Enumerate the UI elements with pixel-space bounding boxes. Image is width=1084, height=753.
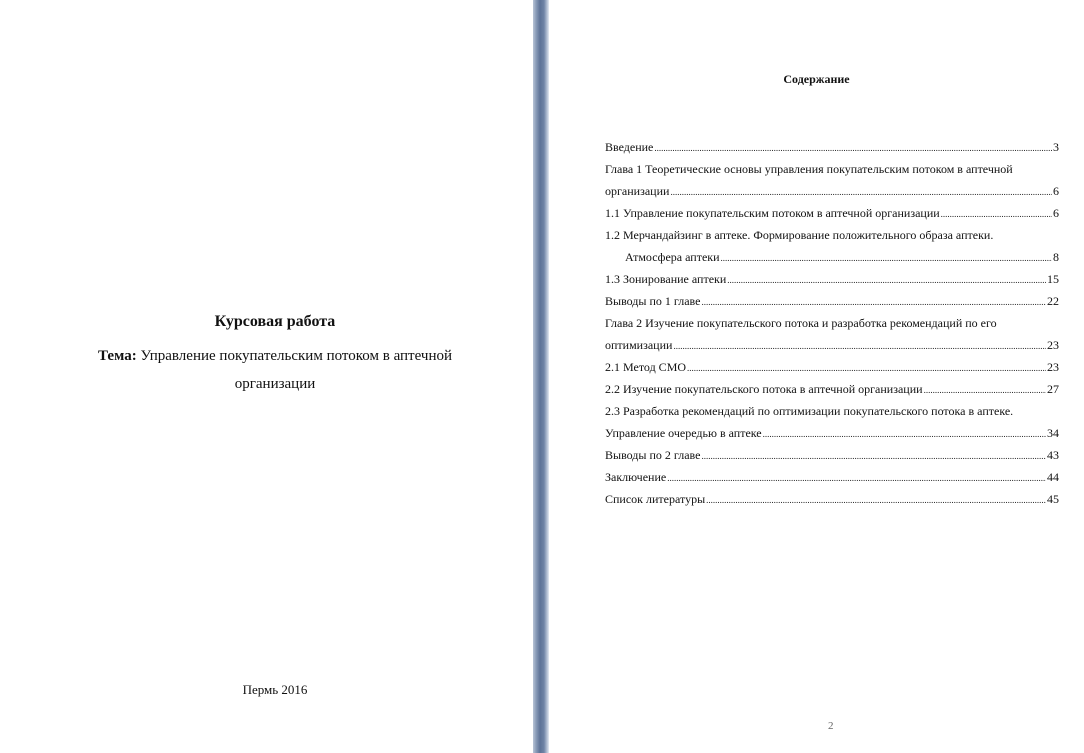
toc-entry-text: 1.3 Зонирование аптеки (605, 272, 727, 286)
toc-entry-page: 8 (1053, 250, 1059, 264)
toc-entry-text: Список литературы (605, 492, 706, 506)
toc-leader (721, 246, 1052, 268)
toc-entry (605, 136, 1059, 158)
toc-entry-text: оптимизации (605, 338, 673, 352)
toc-entry (605, 400, 1059, 422)
toc-entry-text: Выводы по 2 главе (605, 448, 701, 462)
toc-entry (605, 444, 1059, 466)
toc-entry-text: 1.1 Управление покупательским потоком в аптечной организации (605, 206, 940, 220)
toc-entry-page: 44 (1047, 470, 1059, 484)
toc-entry-text: Глава 2 Изучение покупательского потока и разработка рекомендаций по его (605, 316, 997, 330)
toc-entry (605, 268, 1059, 290)
toc-entry-page: 23 (1047, 360, 1059, 374)
toc-entry (605, 422, 1059, 444)
toc-leader (687, 356, 1046, 378)
toc-entry-text: Заключение (605, 470, 667, 484)
toc-entry (605, 224, 1059, 246)
toc-entry-text: Выводы по 1 главе (605, 294, 701, 308)
toc-leader (667, 466, 1046, 488)
cover-topic (70, 342, 480, 398)
toc-entry-page: 34 (1047, 426, 1059, 440)
toc-entry-page: 15 (1047, 272, 1059, 286)
toc-entry (605, 158, 1059, 180)
page-number: 2 (828, 720, 834, 732)
topic-text-line1: Управление покупательским потоком в аптечной (136, 348, 452, 364)
toc-entry-page: 23 (1047, 338, 1059, 352)
toc-leader (706, 488, 1046, 510)
toc-entry-page: 43 (1047, 448, 1059, 462)
toc-leader (763, 422, 1046, 444)
toc-entry (605, 246, 1059, 268)
toc-entry (605, 180, 1059, 202)
toc-entry-text: Введение (605, 140, 654, 154)
toc-entry-text: 2.3 Разработка рекомендаций по оптимизации покупательского потока в аптеке. (605, 404, 1014, 418)
toc-entry-page: 27 (1047, 382, 1059, 396)
toc-entry-text: организации (605, 184, 670, 198)
toc-entry-text: Атмосфера аптеки (625, 250, 720, 264)
toc-entry-page: 6 (1053, 206, 1059, 220)
toc-entry-text: 2.1 Метод СМО (605, 360, 687, 374)
toc-entry (605, 290, 1059, 312)
toc-entry (605, 356, 1059, 378)
page-separator (533, 0, 549, 753)
toc-entry-text: Управление очередью в аптеке (605, 426, 762, 440)
toc-entry-page: 6 (1053, 184, 1059, 198)
cover-city-year: Пермь 2016 (242, 682, 308, 697)
toc-entry (605, 202, 1059, 224)
toc-entry (605, 334, 1059, 356)
toc-entry-page: 3 (1053, 140, 1059, 154)
toc-entry-text: Глава 1 Теоретические основы управления покупательским потоком в аптечной (605, 162, 1013, 176)
toc-entry-text: 1.2 Мерчандайзинг в аптеке. Формирование положительного образа аптеки. (605, 228, 994, 242)
toc-entry-text: 2.2 Изучение покупательского потока в аптечной организации (605, 382, 923, 396)
toc-leader (654, 136, 1052, 158)
toc-entry (605, 312, 1059, 334)
toc-entry (605, 488, 1059, 510)
topic-text-line2: организации (234, 376, 316, 392)
toc-leader (673, 334, 1046, 356)
toc-leader (701, 290, 1046, 312)
toc-entry (605, 378, 1059, 400)
toc-leader (670, 180, 1052, 202)
cover-title: Курсовая работа (214, 313, 336, 330)
toc-leader (701, 444, 1046, 466)
table-of-contents (605, 136, 1059, 510)
toc-leader (941, 202, 1052, 224)
toc-leader (924, 378, 1046, 400)
toc-leader (727, 268, 1046, 290)
topic-label: Тема: (97, 348, 137, 364)
toc-entry (605, 466, 1059, 488)
toc-heading: Содержание (783, 72, 850, 86)
toc-entry-page: 22 (1047, 294, 1059, 308)
toc-entry-page: 45 (1047, 492, 1059, 506)
